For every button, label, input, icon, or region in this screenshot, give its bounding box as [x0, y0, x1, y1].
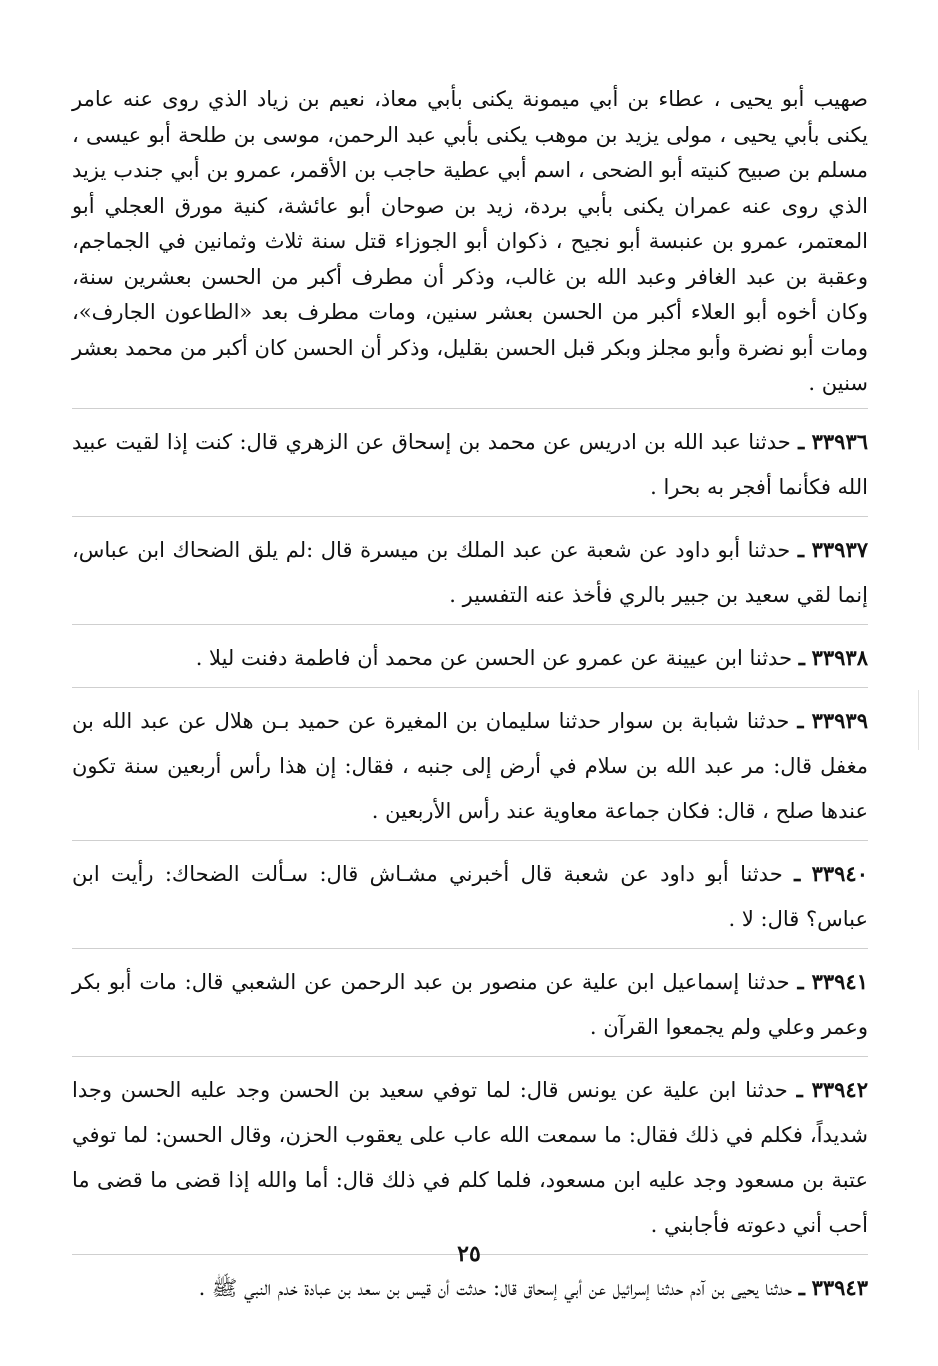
entry-number: ٣٣٩٣٨ [811, 644, 868, 670]
hadith-entry-33936 [72, 408, 868, 516]
entry-separator: ـ [797, 707, 804, 733]
entry-text: حدثنا شبابة بن سوار حدثنا سليمان بن المغيرة عن حميد بـن هلال عن عبد الله بن مغفل قال: مر عبد الله بن سلام في أرض إلى جنبه ، فقال: إن هذا رأس أربعين سنة تكون عندها صلح ، قال: فكان جماعة معاوية عند رأس الأربعين . [72, 708, 868, 823]
entry-text: حدثنا ابن علية عن يونس قال: لما توفي سعيد بن الحسن وجد عليه الحسن وجدا شديداً، فكلم في ذلك فقال: ما سمعت الله عاب على يعقوب الحزن، وقال الحسن: لما توفي عتبة بن مسعود وجد عليه ابن مسعود، فلما كلم في ذلك قال: أما والله إذا قضى ما قضى ما أحب أني دعوته فأجابني . [72, 1077, 868, 1237]
page-body [72, 82, 868, 1317]
scan-margin-mark [918, 690, 919, 750]
entry-separator: ـ [798, 428, 805, 454]
entry-text: حدثنا أبو داود عن شعبة عن عبد الملك بن ميسرة قال :لم يلق الضحاك ابن عباس، إنما لقي سعيد بن جبير بالري فأخذ عنه التفسير . [72, 537, 868, 607]
hadith-entry-33942 [72, 1056, 868, 1254]
page-number: ٢٥ [457, 1241, 481, 1267]
hadith-entry-33941 [72, 948, 868, 1056]
entry-number: ٣٣٩٣٩ [811, 707, 868, 733]
hadith-entry-33938 [72, 624, 868, 687]
hadith-entry-33939 [72, 687, 868, 840]
entry-text: حدثنا يحيى بن آدم حدثنا إسرائيل عن أبي إسحاق قال: حدثت أن قيس بن سعد بن عبادة خدم النبي ﷺ . [198, 1275, 793, 1300]
entry-text: حدثنا إسماعيل ابن علية عن منصور بن عبد الرحمن عن الشعبي قال: مات أبو بكر وعمر وعلي ولم يجمعوا القرآن . [72, 969, 868, 1039]
entry-number: ٣٣٩٤٠ [811, 860, 868, 886]
entry-text: حدثنا عبد الله بن ادريس عن محمد بن إسحاق عن الزهري قال: كنت إذا لقيت عبيد الله فكأنما أفجر به بحرا . [72, 429, 868, 499]
entry-separator: ـ [794, 860, 801, 886]
entry-separator: ـ [798, 1274, 805, 1300]
entry-number: ٣٣٩٤٣ [811, 1274, 868, 1300]
entry-number: ٣٣٩٣٧ [811, 536, 869, 562]
entry-separator: ـ [797, 968, 804, 994]
intro-paragraph: صهيب أبو يحيى ، عطاء بن أبي ميمونة يكنى بأبي معاذ، نعيم بن زياد الذي روى عنه عامر يكنى بأبي يحيى ، مولى يزيد بن موهب يكنى بأبي عبد الرحمن، موسى بن طلحة أبو عيسى ، مسلم بن صبيح كنيته أبو الضحى ، اسم أبي عطية حاجب بن الأقمر، عمرو بن أبي جندب يزيد الذي روى عنه عمران يكنى بأبي بردة، زيد بن صوحان أبو عائشة، كنية مورق العجلي أبو المعتمر، عمرو بن عنبسة أبو نجيح ، ذكوان أبو الجوزاء قتل سنة ثلاث وثمانين في الجماجم، وعقبة بن عبد الغافر وعبد الله بن غالب، وذكر أن مطرف أكبر من الحسن بعشرين سنة، وكان أخوه أبو العلاء أكبر من الحسن بعشر سنين، ومات مطرف بعد «الطاعون الجارف»، ومات أبو نضرة وأبو مجلز وبكر قبل الحسن بقليل، وذكر أن الحسن كان أكبر من محمد بعشر سنين . [72, 87, 868, 395]
entry-text: حدثنا أبو داود عن شعبة قال أخبرني مشـاش قال: سـألت الضحاك: رأيت ابن عباس؟ قال: لا . [72, 861, 868, 931]
hadith-entry-33937 [72, 516, 868, 624]
entry-separator: ـ [796, 1076, 803, 1102]
entry-separator: ـ [798, 644, 805, 670]
entry-separator: ـ [797, 536, 804, 562]
entry-text: حدثنا ابن عيينة عن عمرو عن الحسن عن محمد أن فاطمة دفنت ليلا . [195, 645, 793, 670]
entry-number: ٣٣٩٣٦ [811, 428, 869, 454]
hadith-entry-33940 [72, 840, 868, 948]
entry-number: ٣٣٩٤١ [811, 968, 868, 994]
entry-number: ٣٣٩٤٢ [811, 1076, 868, 1102]
